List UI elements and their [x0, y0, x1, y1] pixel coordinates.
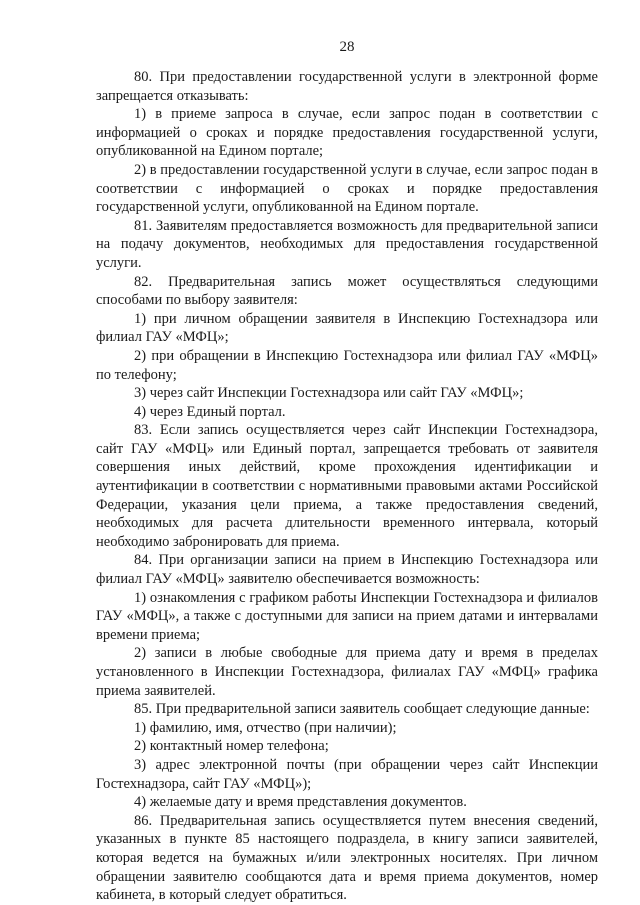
paragraph-84-item-2: 2) записи в любые свободные для приема дату и время в пределах установленного в Инспекции Гостехнадзора, филиалах ГАУ «МФЦ» графика приема заявителей.: [96, 645, 598, 699]
paragraph-82-item-2: 2) при обращении в Инспекцию Гостехнадзора или филиал ГАУ «МФЦ» по телефону;: [96, 347, 598, 383]
paragraph-85-item-4: 4) желаемые дату и время представления документов.: [134, 794, 467, 811]
paragraph-82: 82. Предварительная запись может осуществляться следующими способами по выбору заявителя:: [96, 273, 598, 309]
paragraph-85-item-2: 2) контактный номер телефона;: [134, 738, 329, 755]
paragraph-80: 80. При предоставлении государственной услуги в электронной форме запрещается отказывать:: [96, 69, 598, 104]
paragraph-85-item-1: 1) фамилию, имя, отчество (при наличии);: [134, 719, 397, 736]
paragraph-86: 86. Предварительная запись осуществляется путем внесения сведений, указанных в пункте 85 настоящего подраздела, в книгу записи заявителей, которая ведется на бумажных и/или электронных носителях. При личном обращении заявителю сообщаются дата и время приема документов, номер кабинета, в который следует обратиться.: [96, 812, 598, 904]
paragraph-84-item-1: 1) ознакомления с графиком работы Инспекции Гостехнадзора и филиалов ГАУ «МФЦ», а также с доступными для записи на прием датами и интервалами времени приема;: [96, 589, 598, 643]
paragraph-81: 81. Заявителям предоставляется возможность для предварительной записи на подачу документов, необходимых для предоставления государственной услуги.: [96, 217, 598, 271]
document-page: [96, 38, 598, 905]
paragraph-85-item-3: 3) адрес электронной почты (при обращении через сайт Инспекции Гостехнадзора, сайт ГАУ «МФЦ»);: [96, 756, 598, 792]
paragraph-84: 84. При организации записи на прием в Инспекцию Гостехнадзора или филиал ГАУ «МФЦ» заявителю обеспечивается возможность:: [96, 552, 598, 588]
paragraph-85: 85. При предварительной записи заявитель сообщает следующие данные:: [134, 701, 590, 718]
paragraph-82-item-4: 4) через Единый портал.: [134, 403, 286, 420]
paragraph-80-item-2: 2) в предоставлении государственной услуги в случае, если запрос подан в соответствии с информацией о сроках и порядке предоставления государственной услуги, опубликованной на Едином портале.: [96, 161, 598, 216]
paragraph-82-item-1: 1) при личном обращении заявителя в Инспекцию Гостехнадзора или филиал ГАУ «МФЦ»;: [96, 310, 598, 346]
paragraph-83: 83. Если запись осуществляется через сайт Инспекции Гостехнадзора, сайт ГАУ «МФЦ» или Единый портал, запрещается требовать от заявителя совершения иных действий, кроме прохождения идентификации и аутентификации в соответствии с нормативными правовыми актами Российской Федерации, указания цели приема, а также предоставления сведений, необходимых для расчета длительности временного интервала, который необходимо забронировать для приема.: [96, 422, 598, 550]
paragraph-82-item-3: 3) через сайт Инспекции Гостехнадзора или сайт ГАУ «МФЦ»;: [134, 385, 524, 402]
paragraph-80-item-1: 1) в приеме запроса в случае, если запрос подан в соответствии с информацией о сроках и порядке предоставления государственной услуги, опубликованной на Едином портале;: [96, 106, 598, 160]
page-number: 28: [339, 39, 355, 55]
